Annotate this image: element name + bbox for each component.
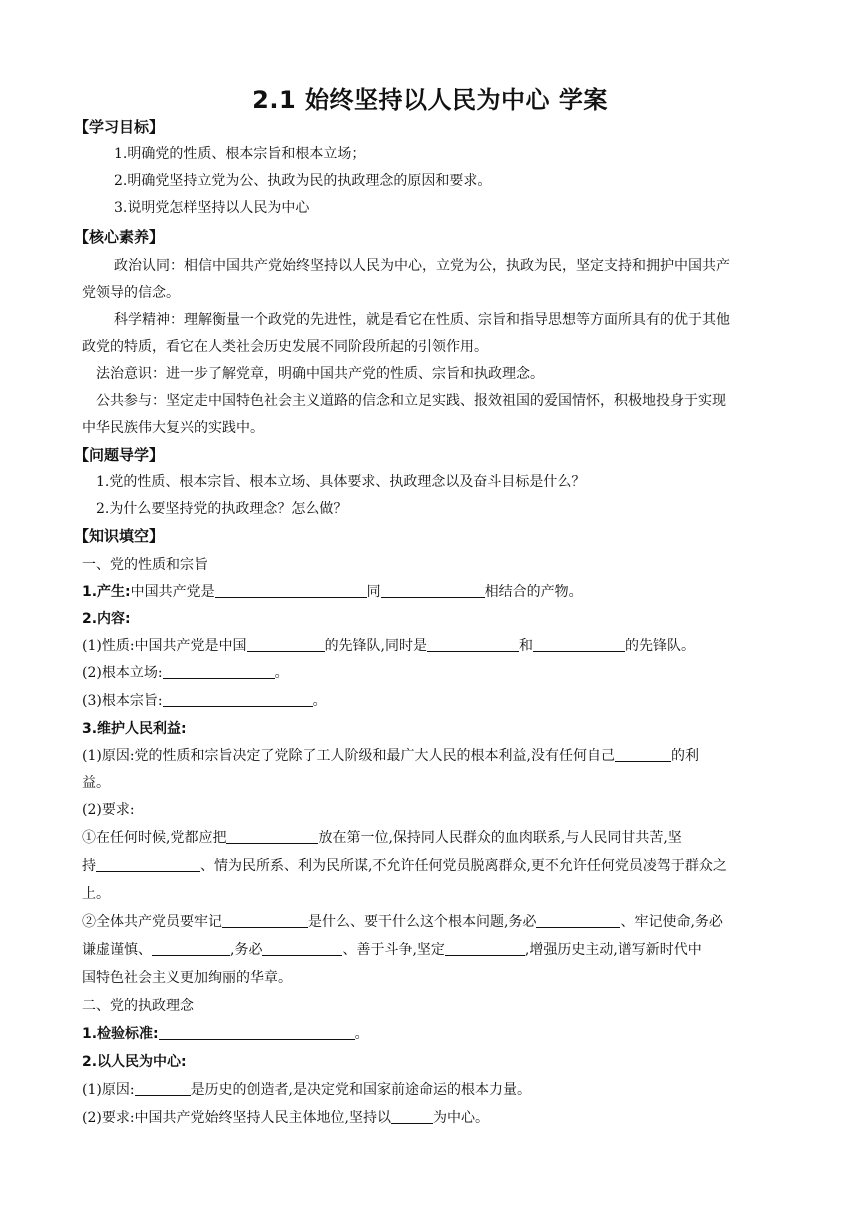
objective-item: 3.说明党怎样坚持以人民为中心: [114, 200, 310, 216]
reason-line: [82, 746, 699, 766]
requirement-2-cont: [82, 940, 702, 960]
text: 相结合的产物。: [484, 584, 583, 600]
blank-field[interactable]: [222, 912, 308, 928]
text: ,增强历史主动,谱写新时代中: [524, 942, 702, 958]
fill-heading: 【知识填空】: [74, 527, 165, 545]
blank-field[interactable]: [615, 746, 671, 762]
text: 。: [354, 1026, 369, 1042]
blank-field[interactable]: [163, 691, 313, 707]
objective-item: 1.明确党的性质、根本宗旨和根本立场；: [114, 146, 366, 162]
text: 。: [274, 665, 289, 681]
question-item: 1.党的性质、根本宗旨、根本立场、具体要求、执政理念以及奋斗目标是什么？: [96, 474, 586, 490]
text: ②全体共产党员要牢记: [82, 914, 222, 930]
center-reason: [82, 1080, 531, 1100]
blank-field[interactable]: [226, 828, 318, 844]
literacy-paragraph: 公共参与：坚定走中国特色社会主义道路的信念和立足实践、报效祖国的爱国情怀，积极地投身于实现: [96, 393, 726, 409]
text: 的先锋队。: [625, 638, 696, 654]
literacy-heading: 【核心素养】: [74, 228, 165, 246]
text: 、情为民所系、利为民所谋,不允许任何党员脱离群众,更不允许任何党员凌驾于群众之: [200, 858, 727, 874]
literacy-paragraph: 政治认同：相信中国共产党始终坚持以人民为中心，立党为公，执政为民，坚定支持和拥护中国共产: [114, 258, 730, 274]
nature-line: [82, 636, 695, 656]
text: (2)要求:中国共产党始终坚持人民主体地位,坚持以: [82, 1110, 391, 1126]
blank-field[interactable]: [536, 912, 620, 928]
blank-field[interactable]: [445, 940, 525, 956]
text: 中国共产党是: [130, 584, 215, 600]
text: 是什么、要干什么这个根本问题,务必: [308, 914, 537, 930]
requirement-1-end: 上。: [82, 886, 110, 902]
text: ,务必: [230, 942, 263, 958]
purpose-line: [82, 691, 327, 711]
literacy-paragraph: 法治意识：进一步了解党章，明确中国共产党的性质、宗旨和执政理念。: [96, 366, 544, 382]
blank-field[interactable]: [391, 1108, 433, 1124]
blank-field[interactable]: [533, 636, 625, 652]
text: 持: [82, 858, 96, 874]
literacy-paragraph: 党领导的信念。: [82, 285, 180, 301]
objectives-heading: 【学习目标】: [74, 118, 165, 136]
text: (3)根本宗旨:: [82, 693, 163, 709]
part2-title: 二、党的执政理念: [82, 998, 194, 1014]
text: 谦虚谨慎、: [82, 942, 152, 958]
text: (2)根本立场:: [82, 665, 163, 681]
blank-field[interactable]: [159, 1024, 355, 1040]
requirement-1-cont: [82, 856, 727, 876]
text: 为中心。: [433, 1110, 489, 1126]
requirement-label: (2)要求:: [82, 802, 135, 818]
literacy-paragraph: 中华民族伟大复兴的实践中。: [82, 420, 264, 436]
text: 和: [519, 638, 534, 654]
literacy-paragraph: 科学精神：理解衡量一个政党的先进性，就是看它在性质、宗旨和指导思想等方面所具有的优于其他: [114, 312, 730, 328]
text: (1)性质:中国共产党是中国: [82, 638, 247, 654]
questions-heading: 【问题导学】: [74, 446, 165, 464]
requirement-2: [82, 912, 723, 932]
blank-field[interactable]: [247, 636, 325, 652]
text: ①在任何时候,党都应把: [82, 830, 227, 846]
objective-item: 2.明确党坚持立党为公、执政为民的执政理念的原因和要求。: [114, 173, 492, 189]
text: 、善于斗争,坚定: [342, 942, 445, 958]
maintain-label: 3.维护人民利益:: [82, 721, 187, 737]
blank-field[interactable]: [152, 940, 230, 956]
stand-line: [82, 663, 289, 683]
reason-line-2: 益。: [82, 775, 110, 791]
test-line: [82, 1024, 369, 1044]
blank-field[interactable]: [96, 856, 200, 872]
blank-field[interactable]: [381, 582, 485, 598]
origin-line: [82, 582, 583, 602]
text: (1)原因:: [82, 1082, 135, 1098]
blank-field[interactable]: [135, 1080, 191, 1096]
center-label: 2.以人民为中心:: [82, 1054, 187, 1070]
text: 、牢记使命,务必: [620, 914, 723, 930]
blank-field[interactable]: [215, 582, 367, 598]
content-label: 2.内容:: [82, 611, 131, 627]
question-item: 2.为什么要坚持党的执政理念？怎么做？: [96, 501, 348, 517]
blank-field[interactable]: [163, 663, 275, 679]
text: (1)原因:党的性质和宗旨决定了党除了工人阶级和最广大人民的根本利益,没有任何自己: [82, 748, 615, 764]
part1-title: 一、党的性质和宗旨: [82, 557, 208, 573]
text: 。: [312, 693, 327, 709]
blank-field[interactable]: [262, 940, 342, 956]
text: 是历史的创造者,是决定党和国家前途命运的根本力量。: [190, 1082, 532, 1098]
page-title: 2.1 始终坚持以人民为中心 学案: [252, 86, 608, 114]
requirement-1: [82, 828, 682, 848]
text: 的先锋队,同时是: [324, 638, 428, 654]
literacy-paragraph: 政党的特质，看它在人类社会历史发展不同阶段所起的引领作用。: [82, 339, 488, 355]
center-requirement: [82, 1108, 489, 1128]
requirement-2-end: 国特色社会主义更加绚丽的华章。: [82, 970, 292, 986]
origin-label: 1.产生:: [82, 584, 131, 600]
test-label: 1.检验标准:: [82, 1026, 159, 1042]
text: 放在第一位,保持同人民群众的血肉联系,与人民同甘共苦,坚: [318, 830, 682, 846]
blank-field[interactable]: [427, 636, 519, 652]
text: 的利: [671, 748, 699, 764]
text: 同: [366, 584, 381, 600]
